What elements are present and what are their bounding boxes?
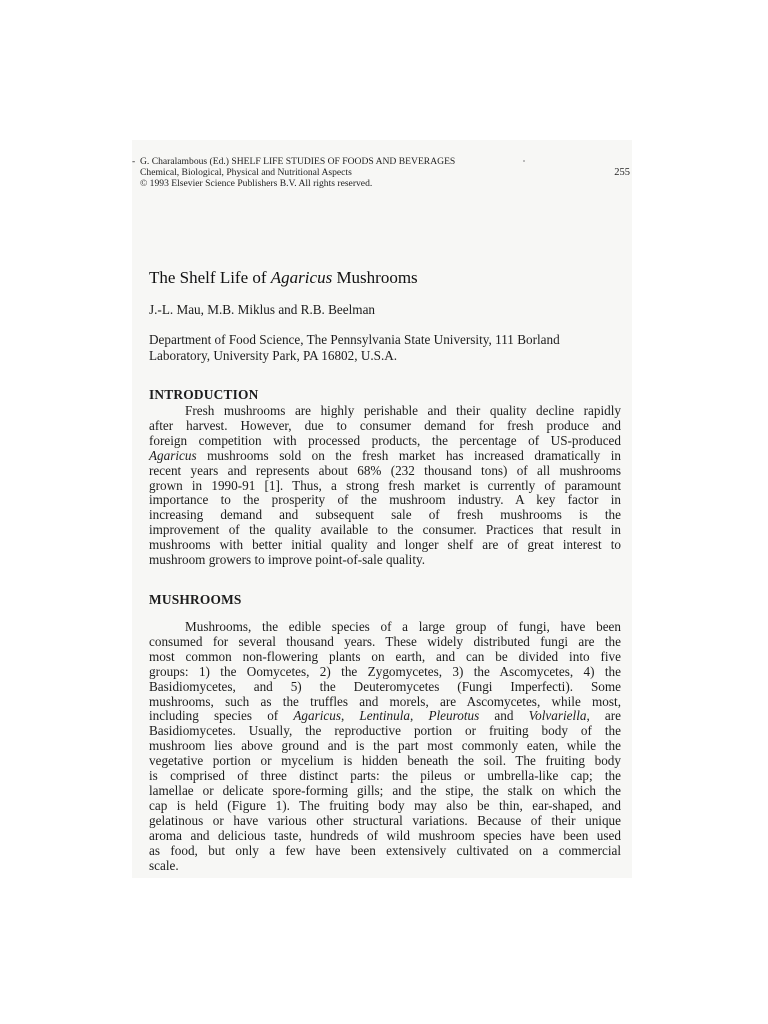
paragraph-line: mushroom growers to improve point-of-sale quality. [149, 552, 426, 568]
italic-genus: Agaricus [149, 447, 197, 463]
paragraph-line: as food, but only a few have been extensively cultivated on a commercial [149, 842, 621, 858]
title-pre: The Shelf Life of [149, 268, 271, 287]
section-heading-introduction: INTRODUCTION [149, 387, 259, 402]
paragraph-line: increasing demand and subsequent sale of fresh mushrooms is the [149, 507, 621, 523]
paragraph-line: Basidiomycetes, and 5) the Deuteromycetes (Fungi Imperfecti). Some [149, 678, 621, 694]
header-line-subtitle: Chemical, Biological, Physical and Nutritional Aspects [140, 167, 352, 178]
separator: and [479, 708, 529, 724]
paragraph-line: grown in 1990-91 [1]. Thus, a strong fresh market is currently of paramount [149, 477, 621, 493]
paragraph-line: groups: 1) the Oomycetes, 2) the Zygomycetes, 3) the Ascomycetes, 4) the [149, 663, 621, 679]
line-tail: , are [586, 708, 621, 724]
paragraph-line: most common non-flowering plants on earth, and can be divided into five [149, 648, 621, 664]
paragraph-line: cap is held (Figure 1). The fruiting body may also be thin, ear-shaped, and [149, 797, 621, 813]
paragraph-line: foreign competition with processed products, the percentage of US-produced [149, 432, 621, 448]
italic-genus: Pleurotus [428, 708, 480, 724]
mushrooms-paragraph [149, 620, 621, 873]
italic-genus: Volvariella [528, 708, 587, 724]
page-number: 255 [614, 167, 630, 178]
affiliation-line: Laboratory, University Park, PA 16802, U.S.A. [149, 348, 398, 363]
paragraph-line: recent years and represents about 68% (232 thousand tons) of all mushrooms [149, 462, 621, 478]
title-post: Mushrooms [332, 268, 418, 287]
paragraph-line-rest: mushrooms sold on the fresh market has increased dramatically in [207, 447, 622, 463]
separator: , [340, 708, 360, 724]
paragraph-line: mushrooms with better initial quality and longer shelf are of great interest to [149, 537, 621, 553]
header-line-series: G. Charalambous (Ed.) SHELF LIFE STUDIES OF FOODS AND BEVERAGES [140, 156, 456, 167]
paragraph-line [149, 709, 621, 724]
paragraph-line: lamellae or delicate spore-forming gills; and the stipe, the stalk on which the [149, 782, 621, 798]
paragraph-line: mushroom lies above ground and is the part most commonly eaten, while the [149, 738, 621, 754]
article-affiliation [149, 332, 619, 364]
paragraph-line: Mushrooms, the edible species of a large group of fungi, have been [185, 619, 621, 634]
paragraph-line: improvement of the quality available to the consumer. Practices that result in [149, 522, 621, 538]
paragraph-line: Basidiomycetes. Usually, the reproductive portion or fruiting body of the [149, 723, 621, 739]
article-authors: J.-L. Mau, M.B. Miklus and R.B. Beelman [149, 302, 376, 317]
paragraph-line: Fresh mushrooms are highly perishable and their quality decline rapidly [185, 403, 621, 418]
book-header [132, 156, 630, 189]
paragraph-line: after harvest. However, due to consumer demand for fresh produce and [149, 417, 621, 433]
introduction-paragraph [149, 404, 621, 568]
header-line-copyright: © 1993 Elsevier Science Publishers B.V. All rights reserved. [140, 178, 373, 189]
article-title [149, 268, 418, 288]
italic-genus: Lentinula [359, 708, 410, 724]
paragraph-line: aroma and delicious taste, hundreds of wild mushroom species have been used [149, 827, 621, 843]
paragraph-line: vegetative portion or mycelium is hidden beneath the soil. The fruiting body [149, 753, 621, 769]
separator: , [409, 708, 429, 724]
paragraph-line [149, 449, 621, 464]
title-italic: Agaricus [270, 268, 333, 287]
italic-genus: Agaricus [293, 708, 341, 724]
affiliation-line: Department of Food Science, The Pennsylvania State University, 111 Borland [149, 332, 560, 347]
paragraph-line: scale. [149, 857, 179, 873]
section-heading-mushrooms: MUSHROOMS [149, 592, 242, 607]
header-bullet: - [132, 156, 136, 167]
paragraph-line: consumed for several thousand years. These widely distributed fungi are the [149, 633, 621, 649]
line-lead: including species of [149, 708, 279, 724]
paragraph-line: mushrooms, such as the truffles and morels, are Ascomycetes, while most, [149, 693, 621, 709]
paragraph-line: importance to the prosperity of the mushroom industry. A key factor in [149, 492, 621, 508]
paragraph-line: gelatinous or have various other structural variations. Because of their unique [149, 812, 621, 828]
paragraph-line: is comprised of three distinct parts: the pileus or umbrella-like cap; the [149, 768, 621, 784]
